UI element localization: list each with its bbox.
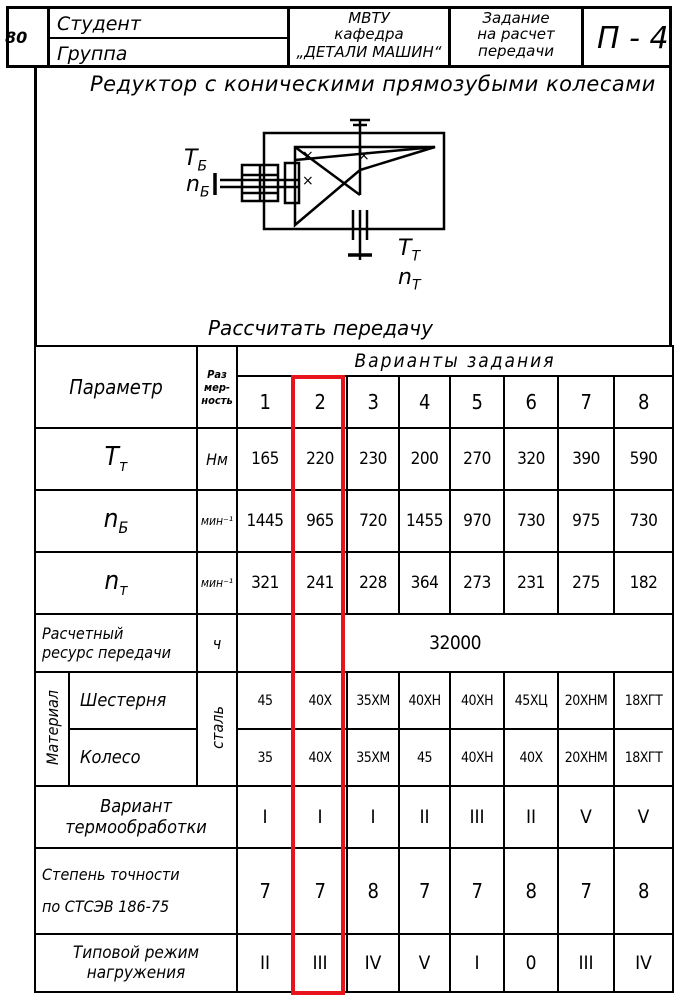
table-cell: I xyxy=(237,786,293,848)
table-cell: 40ХН xyxy=(450,672,504,729)
table-cell: 321 xyxy=(237,552,293,614)
student-label: Студент xyxy=(57,13,141,35)
table-cell: 364 xyxy=(399,552,450,614)
table-cell: 975 xyxy=(558,490,614,552)
table-cell: I xyxy=(347,786,399,848)
table-cell: V xyxy=(614,786,673,848)
department-label: кафедра xyxy=(334,25,404,43)
table-row-heat-treatment xyxy=(35,786,673,848)
table-cell: 182 xyxy=(614,552,673,614)
table-cell: 165 xyxy=(237,428,293,490)
table-cell: IV xyxy=(347,934,399,992)
task-line-1: Задание xyxy=(482,9,550,27)
page-title: Редуктор с коническими прямозубыми колесами xyxy=(90,72,656,96)
table-cell: 7 xyxy=(293,848,347,934)
table-cell: 320 xyxy=(504,428,558,490)
variants-header: Варианты задания xyxy=(237,346,673,376)
table-cell: 40Х xyxy=(504,729,558,786)
table-cell: 45ХЦ xyxy=(504,672,558,729)
table-cell: 965 xyxy=(293,490,347,552)
institution-name: МВТУ xyxy=(348,9,390,27)
frame-left-line xyxy=(34,66,37,346)
table-cell: I xyxy=(450,934,504,992)
unit-resource: ч xyxy=(197,614,237,672)
table-cell: 45 xyxy=(399,729,450,786)
title-block xyxy=(6,6,672,68)
heat-treatment-label: Вариант термообработки xyxy=(35,786,237,848)
table-cell: 1455 xyxy=(399,490,450,552)
unit-output-torque: Нм xyxy=(197,428,237,490)
table-cell: I xyxy=(293,786,347,848)
title-block-margin xyxy=(9,9,50,65)
pinion-bearing xyxy=(285,163,299,203)
table-row-output-speed xyxy=(35,552,673,614)
task-code: П - 4 xyxy=(597,21,669,56)
parameters-table xyxy=(34,345,674,993)
table-cell: 45 xyxy=(237,672,293,729)
table-cell: 7 xyxy=(450,848,504,934)
table-cell: 40Х xyxy=(293,672,347,729)
table-cell: 720 xyxy=(347,490,399,552)
table-cell: 0 xyxy=(504,934,558,992)
table-cell: 228 xyxy=(347,552,399,614)
resource-label: Расчетный ресурс передачи xyxy=(35,614,197,672)
output-torque-label: $T_Т$ xyxy=(398,236,421,265)
table-cell: 18ХГТ xyxy=(614,672,673,729)
table-cell: 7 xyxy=(237,848,293,934)
department-name: „ДЕТАЛИ МАШИН“ xyxy=(296,43,442,61)
table-cell: V xyxy=(558,786,614,848)
table-cell: 40ХН xyxy=(399,672,450,729)
table-cell: 8 xyxy=(347,848,399,934)
param-header: Параметр xyxy=(35,346,197,428)
variant-number: 6 xyxy=(504,376,558,428)
unit-header: Раз мер- ность xyxy=(197,346,237,428)
task-line-3: передачи xyxy=(478,42,554,60)
table-cell: 35ХМ xyxy=(347,672,399,729)
variant-number: 4 xyxy=(399,376,450,428)
table-cell: II xyxy=(504,786,558,848)
table-cell: V xyxy=(399,934,450,992)
table-cell: 1445 xyxy=(237,490,293,552)
table-cell: IV xyxy=(614,934,673,992)
wheel-label: Колесо xyxy=(69,729,197,786)
table-cell: 231 xyxy=(504,552,558,614)
symbol-output-speed: $n_т$ xyxy=(35,552,197,614)
table-cell: 220 xyxy=(293,428,347,490)
table-cell: 8 xyxy=(614,848,673,934)
accuracy-label: Степень точности по СТСЭВ 186-75 xyxy=(35,848,237,934)
table-cell: 7 xyxy=(558,848,614,934)
symbol-output-torque: $T_т$ xyxy=(35,428,197,490)
table-cell: 241 xyxy=(293,552,347,614)
output-speed-label: $n_Т$ xyxy=(398,265,421,294)
table-row-accuracy xyxy=(35,848,673,934)
table-cell: III xyxy=(293,934,347,992)
table-cell: 970 xyxy=(450,490,504,552)
variant-number: 1 xyxy=(237,376,293,428)
table-cell: 730 xyxy=(614,490,673,552)
table-cell: III xyxy=(558,934,614,992)
table-cell: III xyxy=(450,786,504,848)
symbol-input-speed: $n_Б$ xyxy=(35,490,197,552)
table-row-pinion xyxy=(35,672,673,729)
material-group-label: Материал xyxy=(35,672,69,786)
unit-output-speed: мин⁻¹ xyxy=(197,552,237,614)
table-row-output-torque xyxy=(35,428,673,490)
group-label: Группа xyxy=(57,43,128,65)
frame-right-line xyxy=(669,66,672,346)
variant-number: 7 xyxy=(558,376,614,428)
table-cell: 730 xyxy=(504,490,558,552)
variant-number: 3 xyxy=(347,376,399,428)
subtitle: Рассчитать передачу xyxy=(208,316,433,340)
table-row-load-mode xyxy=(35,934,673,992)
table-cell: 18ХГТ xyxy=(614,729,673,786)
input-torque-label: $T_Б$ xyxy=(184,146,208,175)
table-cell: 230 xyxy=(347,428,399,490)
table-cell: 35 xyxy=(237,729,293,786)
table-cell: 40Х xyxy=(293,729,347,786)
table-cell: 8 xyxy=(504,848,558,934)
marker-x-3: × xyxy=(358,148,370,164)
table-row-wheel xyxy=(35,729,673,786)
table-cell: 590 xyxy=(614,428,673,490)
resource-value: 32000 xyxy=(237,614,673,672)
table-cell: 273 xyxy=(450,552,504,614)
table-cell: 270 xyxy=(450,428,504,490)
task-line-2: на расчет xyxy=(477,25,555,43)
table-cell: II xyxy=(237,934,293,992)
gearbox-diagram xyxy=(180,115,470,300)
table-cell: 40ХН xyxy=(450,729,504,786)
load-mode-label: Типовой режим нагружения xyxy=(35,934,237,992)
table-row-input-speed xyxy=(35,490,673,552)
pinion-label: Шестерня xyxy=(69,672,197,729)
marker-x-2: × xyxy=(302,148,314,164)
table-cell: 200 xyxy=(399,428,450,490)
table-cell: 390 xyxy=(558,428,614,490)
page-number: 80 xyxy=(5,28,28,47)
table-cell: 35ХМ xyxy=(347,729,399,786)
table-cell: II xyxy=(399,786,450,848)
variant-number: 2 xyxy=(293,376,347,428)
table-cell: 7 xyxy=(399,848,450,934)
input-speed-label: $n_Б$ xyxy=(186,172,210,201)
variant-number: 8 xyxy=(614,376,673,428)
table-cell: 20ХНМ xyxy=(558,729,614,786)
table-cell: 20ХНМ xyxy=(558,672,614,729)
marker-x: × xyxy=(302,173,314,189)
material-unit: сталь xyxy=(197,672,237,786)
unit-input-speed: мин⁻¹ xyxy=(197,490,237,552)
variant-number: 5 xyxy=(450,376,504,428)
table-cell: 275 xyxy=(558,552,614,614)
table-row-resource xyxy=(35,614,673,672)
